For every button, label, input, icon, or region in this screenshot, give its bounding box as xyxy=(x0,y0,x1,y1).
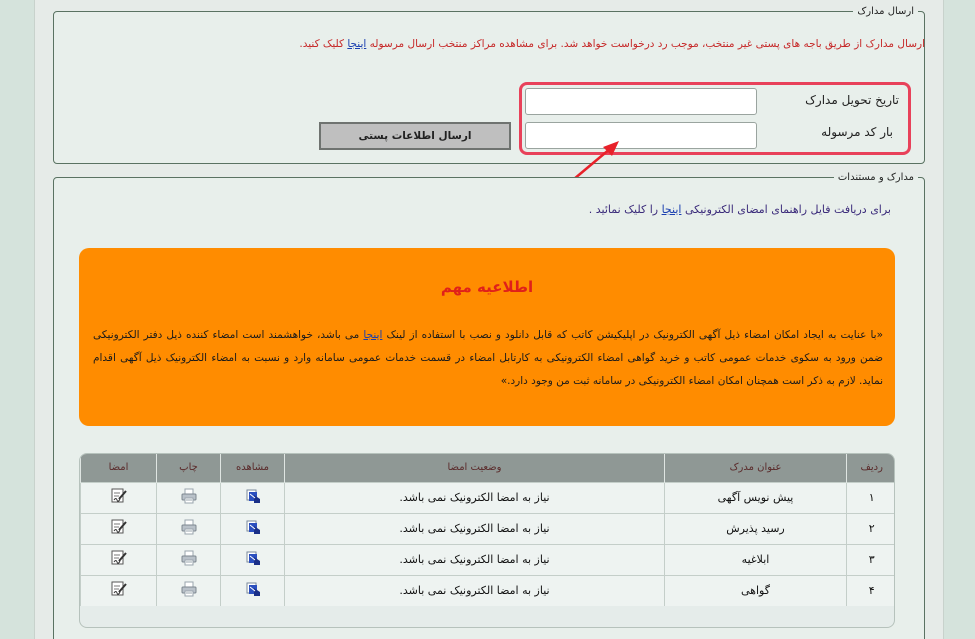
printer-icon[interactable] xyxy=(180,581,198,600)
notice-body: «با عنایت به ایجاد امکان امضاء ذیل آگهی الکترونیک در اپلیکیشن کاتب که قابل دانلود و نصب با استفاده از لینک اینجا می باشد، خواهشمند است امضاء کننده ذیل دفتر الکترونیکی ضمن ورود به سکوی خدمات عمومی کاتب و خرید گواهی امضاء الکترونیکی به کارتابل امضاء در قسمت خدمات عمومی سامانه وارد و نسبت به امضاء الکترونیک ذیل آگهی اقدام نماید. لازم به ذکر است همچنان امکان امضاء الکترونیکی در سامانه ثبت من وجود دارد.» xyxy=(93,329,883,387)
view-cell xyxy=(221,482,285,513)
sign-cell xyxy=(81,575,157,606)
printer-icon[interactable] xyxy=(180,488,198,507)
barcode-label: بار کد مرسوله xyxy=(821,125,893,139)
view-cell xyxy=(221,575,285,606)
sign-icon[interactable] xyxy=(110,580,128,601)
col-header-print: چاپ xyxy=(157,454,221,482)
table-row xyxy=(81,544,896,575)
send-documents-legend: ارسال مدارک xyxy=(857,6,914,17)
view-icon[interactable] xyxy=(245,551,261,569)
print-cell xyxy=(157,544,221,575)
delivery-date-input[interactable] xyxy=(525,88,757,115)
document-title: رسید پذیرش xyxy=(665,513,847,544)
print-cell xyxy=(157,482,221,513)
signature-status: نیاز به امضا الکترونیک نمی باشد. xyxy=(285,482,665,513)
signature-guide-note: برای دریافت فایل راهنمای امضای الکترونیکی اینجا را کلیک نمائید . xyxy=(588,203,891,216)
notice-title: اطلاعیه مهم xyxy=(440,278,534,296)
signature-status: نیاز به امضا الکترونیک نمی باشد. xyxy=(285,513,665,544)
printer-icon[interactable] xyxy=(180,519,198,538)
table-row xyxy=(81,575,896,606)
signature-status: نیاز به امضا الکترونیک نمی باشد. xyxy=(285,575,665,606)
view-icon[interactable] xyxy=(245,582,261,600)
page xyxy=(34,0,944,639)
print-cell xyxy=(157,513,221,544)
table-header-row xyxy=(81,454,896,482)
view-cell xyxy=(221,544,285,575)
table-row xyxy=(81,513,896,544)
documents-legend: مدارک و مستندات xyxy=(837,172,914,183)
important-notice xyxy=(79,248,895,426)
row-number: ۱ xyxy=(847,482,896,513)
sign-icon[interactable] xyxy=(110,549,128,570)
col-header-status: وضعیت امضا xyxy=(285,454,665,482)
col-header-view: مشاهده xyxy=(221,454,285,482)
sign-cell xyxy=(81,482,157,513)
sign-icon[interactable] xyxy=(110,487,128,508)
col-header-sign: امضا xyxy=(81,454,157,482)
document-title: ابلاغیه xyxy=(665,544,847,575)
col-header-title: عنوان مدرک xyxy=(665,454,847,482)
post-office-warning: ارسال مدارک از طریق باجه های پستی غیر منتخب، موجب رد درخواست خواهد شد. برای مشاهده مراکز منتخب ارسال مرسوله اینجا کلیک کنید. xyxy=(299,38,925,50)
print-cell xyxy=(157,575,221,606)
view-icon[interactable] xyxy=(245,520,261,538)
sign-icon[interactable] xyxy=(110,518,128,539)
signature-status: نیاز به امضا الکترونیک نمی باشد. xyxy=(285,544,665,575)
col-header-row-no: ردیف xyxy=(847,454,896,482)
sign-cell xyxy=(81,544,157,575)
selected-centers-link[interactable]: اینجا xyxy=(347,38,367,50)
delivery-date-label: تاریخ تحویل مدارک xyxy=(805,93,899,107)
table-row xyxy=(81,482,896,513)
row-number: ۲ xyxy=(847,513,896,544)
printer-icon[interactable] xyxy=(180,550,198,569)
row-number: ۳ xyxy=(847,544,896,575)
signature-guide-link[interactable]: اینجا xyxy=(661,203,682,216)
view-icon[interactable] xyxy=(245,489,261,507)
kateb-app-link[interactable]: اینجا xyxy=(363,329,383,341)
document-title: پیش نویس آگهی xyxy=(665,482,847,513)
document-title: گواهی xyxy=(665,575,847,606)
documents-table xyxy=(80,454,895,606)
row-number: ۴ xyxy=(847,575,896,606)
documents-grid xyxy=(79,453,895,628)
send-post-info-button[interactable]: ارسال اطلاعات پستی xyxy=(319,122,511,150)
sign-cell xyxy=(81,513,157,544)
view-cell xyxy=(221,513,285,544)
